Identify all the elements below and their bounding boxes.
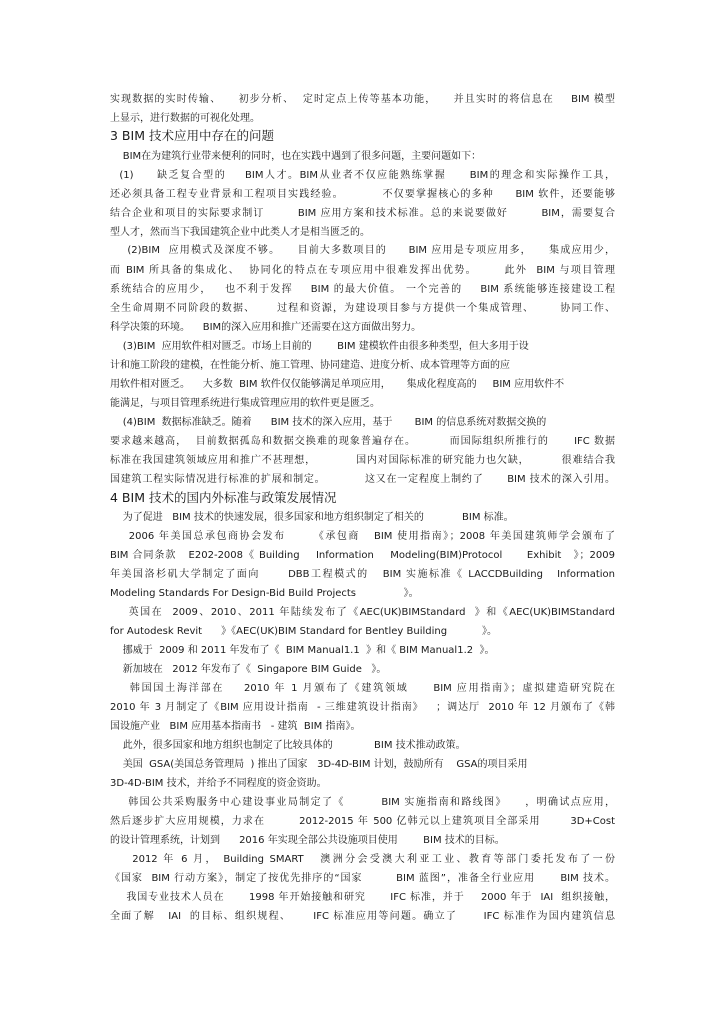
body-line: 韩国国土海洋部在 2010 年 1 月颁布了《建筑领域 BIM 应用指南》；虚拟建造研究院在 (110, 683, 615, 694)
body-line: 2006 年美国总承包商协会发布 《承包商 BIM 使用指南》；2008 年美国建筑师学会颁布了 (110, 531, 615, 542)
body-line: 美国 GSA(美国总务管理局 ) 推出了国家 3D-4D-BIM 计划，鼓励所有 GSA的项目采用 (110, 759, 528, 770)
body-line: 系统结合的应用少， 也不利于发挥 BIM 的最大价值。 一个完善的 BIM 系统能够连接建设工程 (110, 284, 615, 295)
body-line: (3)BIM 应用软件相对匮乏。市场上目前的 BIM 建模软件由很多种类型，但大多用于设 (110, 341, 529, 352)
body-line: 国设施产业 BIM 应用基本指南书 - 建筑 BIM 指南》。 (110, 721, 361, 732)
body-line: 要求越来越高， 目前数据孤岛和数据交换难的现象普遍存在。 而国际组织所推行的 IFC 数据 (110, 436, 615, 447)
body-line: (2)BIM 应用模式及深度不够。 目前大多数项目的 BIM 应用是专项应用多， 集成应用少， (110, 245, 615, 256)
body-line: 而 BIM 所具备的集成化、 协同化的特点在专项应用中很难发挥出优势。 此外 BIM 与项目管理 (110, 265, 615, 276)
body-line: 上显示，进行数据的可视化处理。 (110, 113, 260, 124)
body-line: 2010 年 3 月制定了《BIM 应用设计指南 - 三维建筑设计指南》 ；调达厅 2010 年 12 月颁布了《韩 (110, 702, 615, 713)
body-line: 能满足，与项目管理系统进行集成管理应用的软件更是匮乏。 (110, 398, 380, 409)
body-line: 科学决策的环境。 BIM的深入应用和推广还需要在这方面做出努力。 (110, 322, 422, 333)
body-line: 计和施工阶段的建模，在性能分析、施工管理、协同建造、进度分析、成本管理等方面的应 (110, 360, 510, 371)
body-line: 国建筑工程实际情况进行标准的扩展和制定。 这又在一定程度上制约了 BIM 技术的深入引用。 (110, 474, 615, 485)
body-line: (1) 缺乏复合型的 BIM人才。BIM从业者不仅应能熟练掌握 BIM的理念和实际操作工具， (110, 170, 615, 181)
body-line: 的设计管理系统，计划到 2016 年实现全部公共设施项目使用 BIM 技术的目标。 (110, 835, 505, 846)
body-line: BIM在为建筑行业带来便利的同时，也在实践中遇到了很多问题，主要问题如下： (110, 151, 482, 162)
body-line: 韩国公共采购服务中心建设事业局制定了《 BIM 实施指南和路线图》 ，明确试点应用， (110, 797, 615, 808)
body-line: 年美国洛杉矶大学制定了面向 DBB工程模式的 BIM 实施标准《 LACCDBuilding Information (110, 569, 615, 580)
body-line: BIM 合同条款 E202-2008《 Building Information Modeling(BIM)Protocol Exhibit 》；2009 (110, 550, 615, 561)
body-line: 全面了解 IAI 的目标、组织规程、 IFC 标准应用等问题。确立了 IFC 标准作为国内建筑信息 (110, 911, 615, 922)
body-line: for Autodesk Revit 》《AEC(UK)BIM Standard for Bentley Building 》。 (110, 626, 498, 637)
body-line: (4)BIM 数据标准缺乏。随着 BIM 技术的深入应用，基于 BIM 的信息系统对数据交换的 (110, 417, 547, 428)
body-line: 《国家 BIM 行动方案》，制定了按优先排序的“国家 BIM 蓝图”，准备全行业应用 BIM 技术。 (110, 873, 615, 884)
body-line: 3D-4D-BIM 技术，并给予不同程度的资金资助。 (110, 778, 327, 789)
body-line: 用软件相对匮乏。 大多数 BIM 软件仅仅能够满足单项应用， 集成化程度高的 BIM 应用软件不 (110, 379, 565, 390)
body-line: 2012 年 6 月， Building SMART 澳洲分会受澳大利亚工业、教育等部门委托发布了一份 (110, 854, 615, 865)
body-line: 型人才，然而当下我国建筑企业中此类人才是相当匮乏的。 (110, 227, 370, 238)
body-line: 新加坡在 2012 年发布了《 Singapore BIM Guide 》。 (110, 664, 387, 675)
body-line: 我国专业技术人员在 1998 年开始接触和研究 IFC 标准，并于 2000 年于 IAI 组织接触， (110, 892, 615, 903)
body-line: 英国在 2009、2010、2011 年陆续发布了《AEC(UK)BIMStandard 》和《AEC(UK)BIMStandard (110, 607, 615, 618)
section-heading: 4 BIM 技术的国内外标准与政策发展情况 (110, 490, 337, 505)
body-line: 标准在我国建筑领域应用和推广不甚理想， 国内对国际标准的研究能力也欠缺， 很难结合我 (110, 455, 615, 466)
body-line: Modeling Standards For Design-Bid Build Projects 》。 (110, 588, 419, 599)
section-heading: 3 BIM 技术应用中存在的问题 (110, 128, 274, 143)
body-line: 结合企业和项目的实际要求制订 BIM 应用方案和技术标准。总的来说要做好 BIM，需要复合 (110, 208, 615, 219)
body-line: 为了促进 BIM 技术的快速发展，很多国家和地方组织制定了相关的 BIM 标准。 (110, 512, 514, 523)
body-line: 然后逐步扩大应用规模，力求在 2012-2015 年 500 亿韩元以上建筑项目全部采用 3D+Cost (110, 816, 615, 827)
body-line: 实现数据的实时传输、 初步分析、 定时定点上传等基本功能， 并且实时的将信息在 BIM 模型 (110, 94, 615, 105)
body-line: 挪威于 2009 和 2011 年发布了《 BIM Manual1.1 》和《 BIM Manual1.2 》。 (110, 645, 495, 656)
body-line: 还必须具备工程专业背景和工程项目实践经验。 不仅要掌握核心的多种 BIM 软件，还要能够 (110, 189, 615, 200)
body-line: 此外，很多国家和地方组织也制定了比较具体的 BIM 技术推动政策。 (110, 740, 466, 751)
body-line: 全生命周期不同阶段的数据、 过程和资源，为建设项目参与方提供一个集成管理、 协同工作、 (110, 303, 615, 314)
